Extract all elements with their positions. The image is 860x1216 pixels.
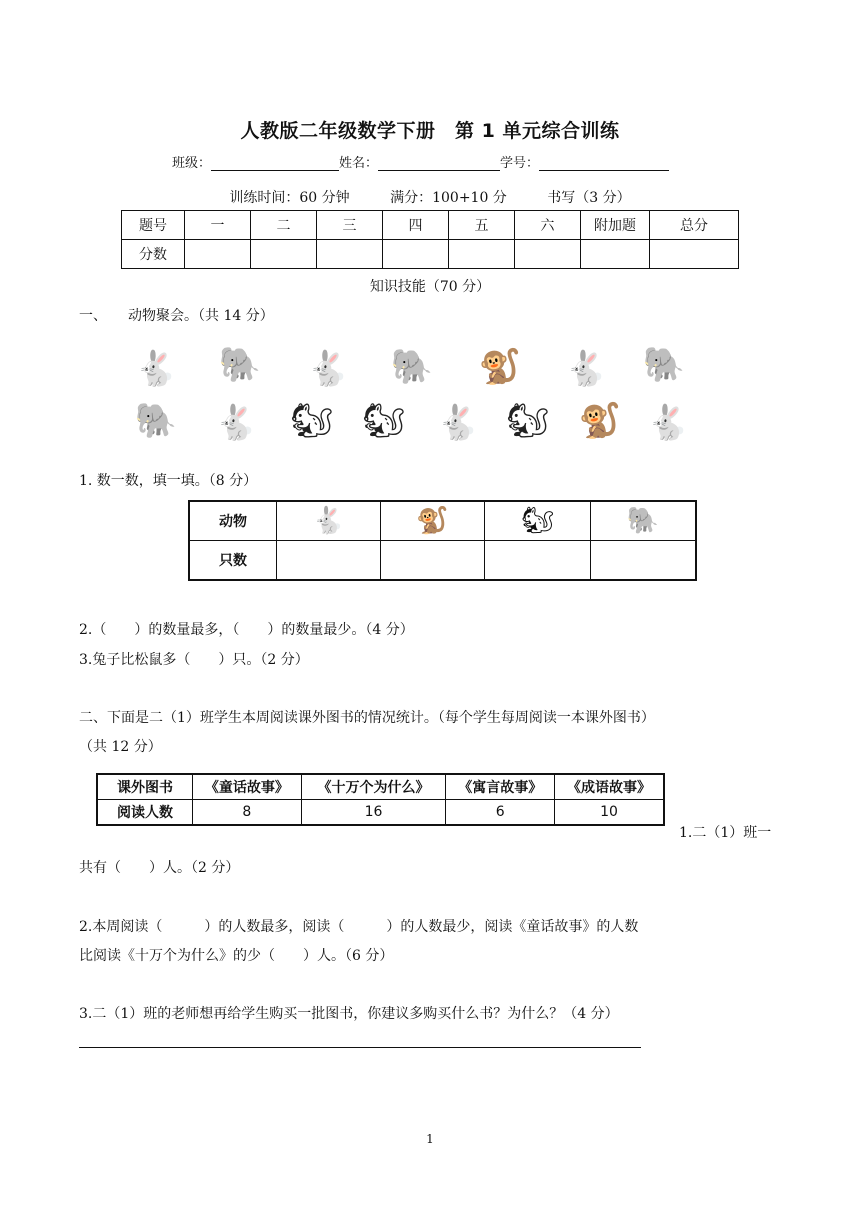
books-header: 课外图书 [97,774,193,800]
squirrel-icon: 🐿 [290,401,334,441]
books-row [97,774,664,800]
score-header-cell: 六 [515,211,581,240]
q2-sub1-start: 1.二（1）班一 [679,825,772,841]
count-cell[interactable] [484,541,590,581]
animal-header: 动物 [189,501,277,541]
writing-score: 书写（3 分） [547,190,631,206]
count-cell[interactable] [380,541,484,581]
score-header-cell: 总分 [650,211,739,240]
score-cell[interactable] [383,240,449,269]
score-cell[interactable] [185,240,251,269]
q1-sub3: 3.兔子比松鼠多（ ）只。（2 分） [79,652,309,668]
readers-row [97,800,664,826]
q1-heading: 一、 动物聚会。（共 14 分） [79,308,274,324]
section-heading: 知识技能（70 分） [369,279,491,295]
book-title: 《寓言故事》 [446,774,555,800]
squirrel-icon: 🐿 [362,401,406,441]
q2-sub2-cont: 比阅读《十万个为什么》的少（ ）人。（6 分） [79,948,394,964]
id-blank[interactable] [539,156,669,171]
score-header-cell: 五 [449,211,515,240]
book-title: 《成语故事》 [555,774,664,800]
elephant-icon: 🐘 [390,347,434,387]
rabbit-icon: 🐇 [646,403,690,443]
animal-gathering-picture [128,340,708,446]
score-header-cell: 附加题 [581,211,650,240]
reader-count: 10 [555,800,664,826]
rabbit-icon: 🐇 [436,403,480,443]
score-row-label: 分数 [122,240,185,269]
name-blank[interactable] [378,156,500,171]
elephant-icon: 🐘 [590,501,696,541]
q2-sub2: 2.本周阅读（ ）的人数最多，阅读（ ）的人数最少，阅读《童话故事》的人数 [79,919,639,935]
rabbit-icon: 🐇 [564,349,608,389]
monkey-icon: 🐒 [380,501,484,541]
squirrel-icon: 🐿 [506,401,550,441]
student-info [172,152,669,171]
score-header-cell: 三 [317,211,383,240]
score-cell[interactable] [317,240,383,269]
rabbit-icon: 🐇 [214,403,258,443]
reader-count: 8 [193,800,302,826]
book-title: 《十万个为什么》 [301,774,446,800]
class-blank[interactable] [211,156,339,171]
full-score: 满分：100+10 分 [390,190,507,206]
time-limit: 训练时间：60 分钟 [229,190,350,206]
squirrel-icon: 🐿 [484,501,590,541]
q2-sub1-end: 共有（ ）人。（2 分） [79,860,240,876]
score-table [121,210,739,269]
page-title: 人教版二年级数学下册 第 1 单元综合训练 [240,120,620,142]
name-label: 姓名： [339,156,379,171]
rabbit-icon: 🐇 [134,349,178,389]
score-header-cell: 二 [251,211,317,240]
q2-sub3: 3.二（1）班的老师想再给学生购买一批图书，你建议多购买什么书？为什么？（4 分） [79,1006,619,1022]
page-number: 1 [426,1132,434,1146]
count-header: 只数 [189,541,277,581]
rabbit-icon: 🐇 [306,349,350,389]
book-title: 《童话故事》 [193,774,302,800]
elephant-icon: 🐘 [218,345,262,385]
animal-row [189,501,696,541]
score-cell[interactable] [515,240,581,269]
score-cell[interactable] [449,240,515,269]
id-label: 学号： [500,156,540,171]
animal-count-table [188,500,697,581]
count-row [189,541,696,581]
reader-count: 16 [301,800,446,826]
score-cell[interactable] [251,240,317,269]
count-cell[interactable] [590,541,696,581]
readers-header: 阅读人数 [97,800,193,826]
elephant-icon: 🐘 [134,401,178,441]
answer-line[interactable] [79,1047,641,1048]
reading-stats-table [96,773,665,826]
rabbit-icon: 🐇 [277,501,381,541]
score-header-cell: 四 [383,211,449,240]
q1-sub1: 1. 数一数，填一填。（8 分） [79,473,258,489]
score-cell[interactable] [581,240,650,269]
score-header-cell: 题号 [122,211,185,240]
score-table-header-row [122,211,739,240]
score-header-cell: 一 [185,211,251,240]
score-table-value-row [122,240,739,269]
q2-heading: 二、下面是二（1）班学生本周阅读课外图书的情况统计。（每个学生每周阅读一本课外图书） [79,710,655,726]
monkey-icon: 🐒 [478,347,522,387]
exam-meta [0,187,860,207]
score-cell[interactable] [650,240,739,269]
monkey-icon: 🐒 [578,401,622,441]
count-cell[interactable] [277,541,381,581]
reader-count: 6 [446,800,555,826]
q2-heading-cont: （共 12 分） [79,739,162,755]
q1-sub2: 2.（ ）的数量最多，（ ）的数量最少。（4 分） [79,622,414,638]
elephant-icon: 🐘 [642,345,686,385]
class-label: 班级： [172,156,212,171]
